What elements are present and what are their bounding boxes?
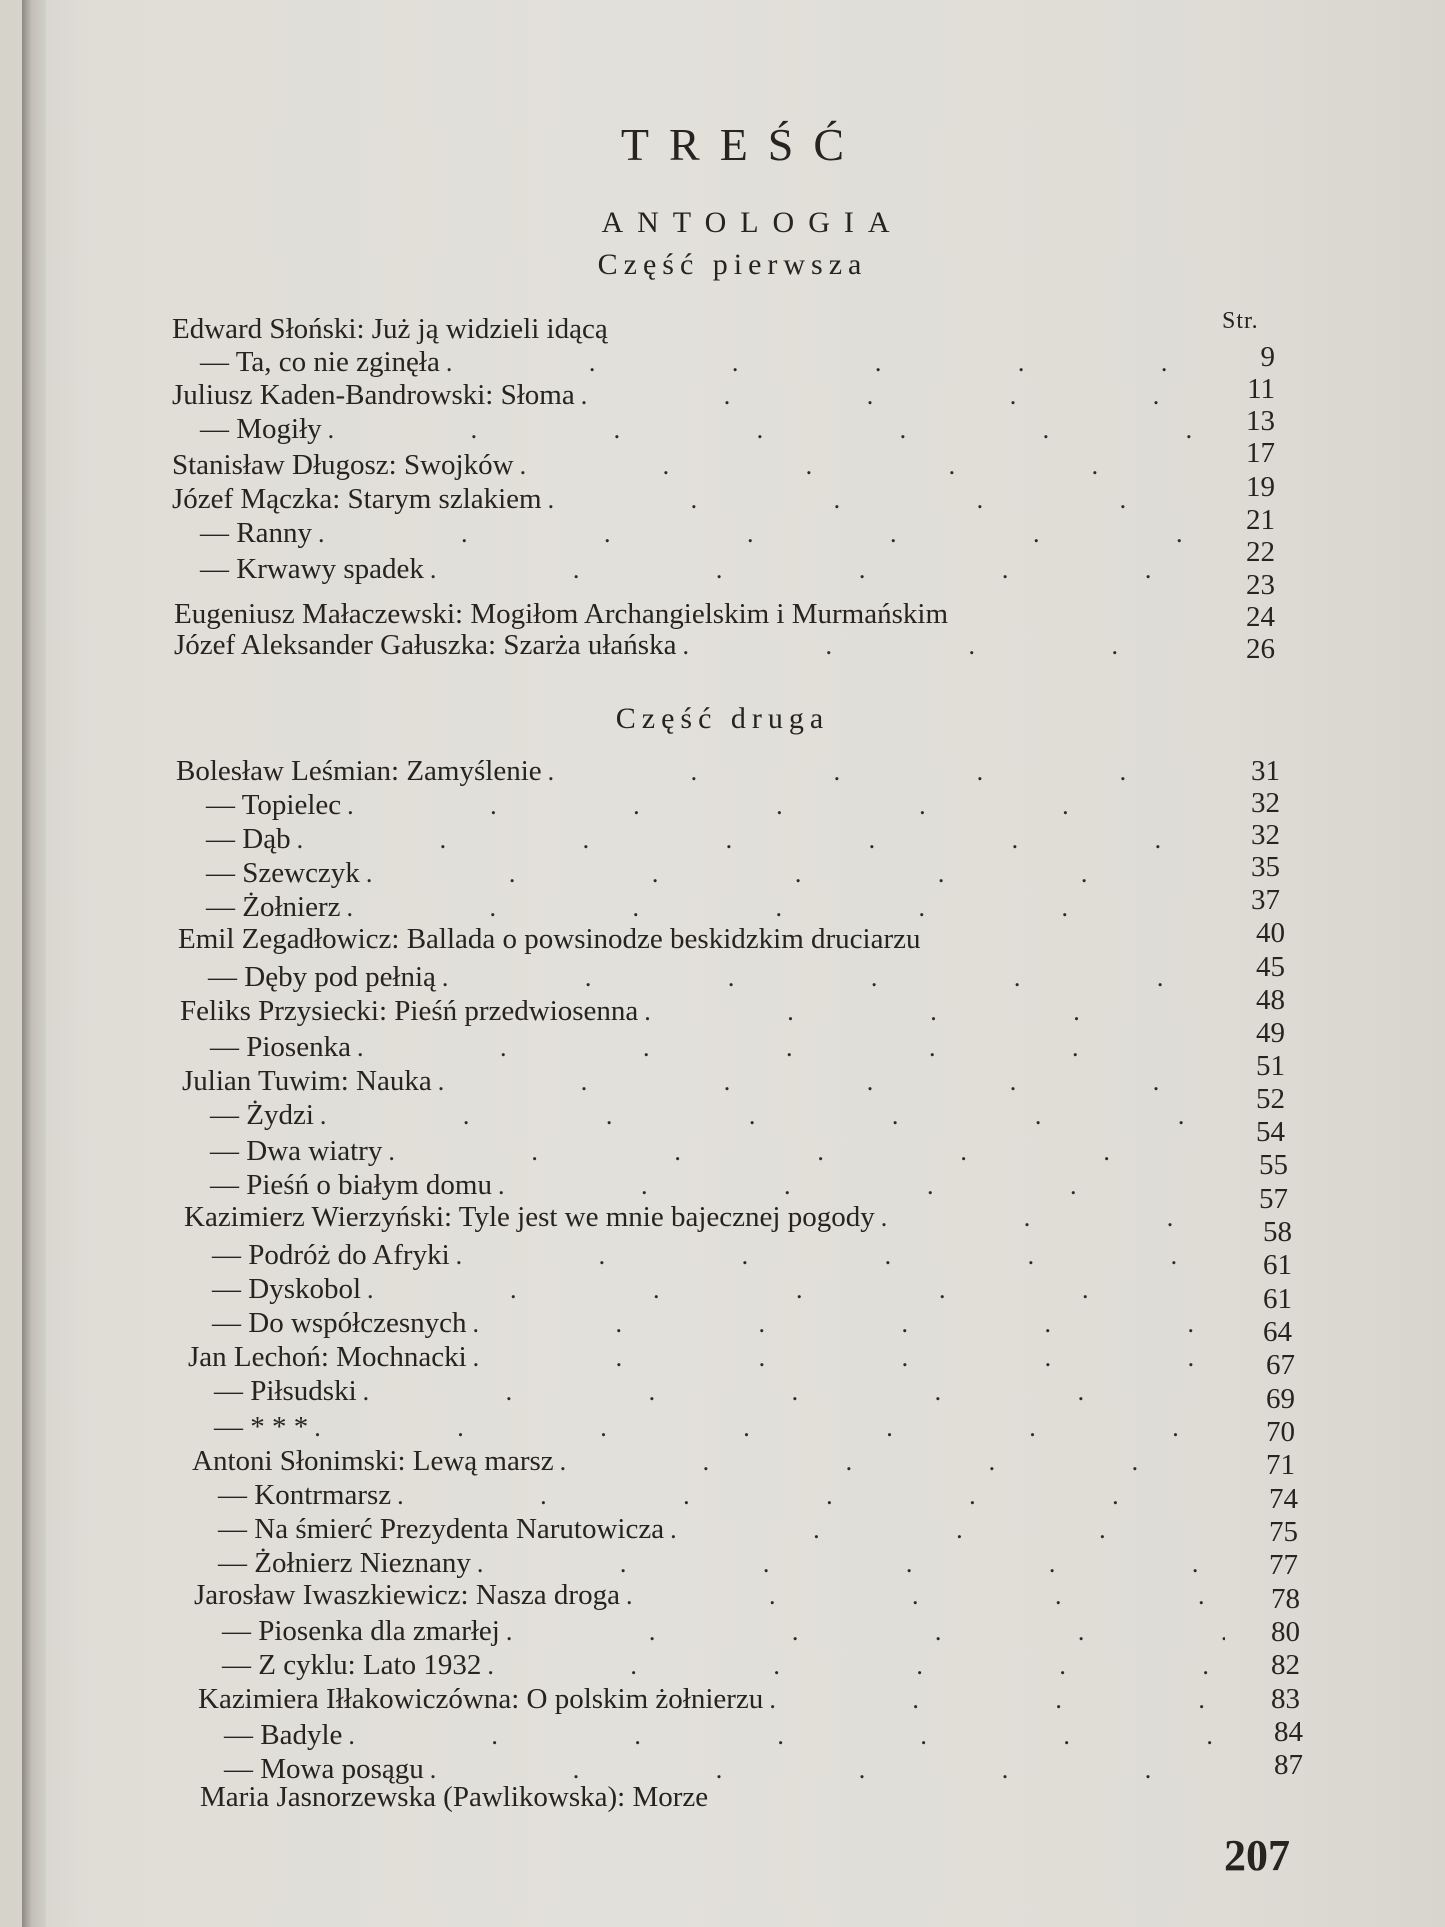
toc-leader-dots (357, 1031, 1200, 1065)
toc-page-number: 51 (1256, 1050, 1285, 1082)
toc-entry-title: Antoni Słonimski: Lewą marsz (192, 1445, 554, 1477)
toc-entry (218, 1478, 1220, 1512)
toc-page-number: 9 (1260, 341, 1275, 373)
toc-page-number: 40 (1256, 917, 1285, 949)
toc-page-number: 49 (1256, 1017, 1285, 1049)
toc-entry (200, 516, 1195, 550)
toc-page-number: 80 (1271, 1616, 1300, 1648)
toc-leader-dots (438, 1065, 1200, 1099)
toc-page-number: 32 (1251, 819, 1280, 851)
toc-entry-title: — Mogiły (200, 413, 322, 445)
toc-entry (218, 1512, 1220, 1546)
toc-entry-title: — Dęby pod pełnią (208, 961, 436, 993)
section-anthology: ANTOLOGIA (601, 206, 904, 239)
toc-leader-dots (498, 1169, 1200, 1203)
toc-entry (184, 1200, 1200, 1234)
toc-page-number: 54 (1256, 1116, 1285, 1148)
toc-entry-title: Juliusz Kaden-Bandrowski: Słoma (172, 379, 575, 411)
toc-entry-title: Stanisław Długosz: Swojków (172, 449, 514, 481)
toc-entry (172, 378, 1195, 412)
toc-page-number: 37 (1251, 884, 1280, 916)
toc-entry-title: — Piosenka (210, 1031, 351, 1063)
toc-entry-title: Bolesław Leśmian: Zamyślenie (176, 755, 542, 787)
toc-leader-dots (506, 1615, 1225, 1649)
toc-page-number: 31 (1251, 755, 1280, 787)
toc-leader-dots (473, 1307, 1210, 1341)
toc-entry-title: — Piosenka dla zmarłej (222, 1615, 500, 1647)
toc-entry (212, 1238, 1210, 1272)
toc-entry-title: — Krwawy spadek (200, 553, 424, 585)
toc-page-number: 77 (1269, 1549, 1298, 1581)
toc-entry (212, 1272, 1210, 1306)
toc-entry (192, 1444, 1215, 1478)
toc-entry-title: Feliks Przysiecki: Pieśń przedwiosenna (180, 995, 639, 1027)
toc-entry (180, 994, 1200, 1028)
toc-entry (210, 1098, 1200, 1132)
toc-page-number: 61 (1263, 1283, 1292, 1315)
toc-leader-dots (769, 1683, 1225, 1717)
toc-leader-dots (367, 1273, 1210, 1307)
toc-page-number: 58 (1263, 1216, 1292, 1248)
toc-entry-title: — * * * (214, 1411, 309, 1443)
toc-entry (206, 788, 1195, 822)
toc-entry-title: Eugeniusz Małaczewski: Mogiłom Archangielskim i Murmańskim (174, 598, 949, 630)
toc-page-number: 45 (1256, 951, 1285, 983)
toc-entry-title: Józef Mączka: Starym szlakiem (172, 483, 542, 515)
toc-page-number: 13 (1246, 405, 1275, 437)
toc-leader-dots (446, 346, 1195, 380)
toc-entry (176, 754, 1195, 788)
toc-page-number: 32 (1251, 787, 1280, 819)
toc-entry (194, 1578, 1225, 1612)
toc-entry (206, 856, 1195, 890)
toc-leader-dots (363, 1375, 1215, 1409)
toc-page-number: 17 (1246, 437, 1275, 469)
toc-entry-title: Kazimiera Iłłakowiczówna: O polskim żołnierzu (198, 1683, 764, 1715)
toc-entry (206, 822, 1195, 856)
page-binding-shadow (22, 0, 46, 1927)
toc-entry (174, 628, 1195, 662)
toc-page-number: 78 (1271, 1583, 1300, 1615)
toc-entry (214, 1374, 1215, 1408)
toc-entry (198, 1682, 1225, 1716)
toc-entry (200, 552, 1195, 586)
toc-entry-title: — Ta, co nie zginęła (200, 346, 440, 378)
page-title: TREŚĆ (620, 119, 865, 170)
toc-entry (210, 1134, 1200, 1168)
toc-leader-dots (366, 857, 1195, 891)
toc-page-number: 19 (1246, 471, 1275, 503)
toc-entry (200, 412, 1195, 446)
part-two-heading: Część druga (615, 702, 830, 735)
toc-entry (210, 1168, 1200, 1202)
toc-entry-title: — Badyle (224, 1719, 343, 1751)
toc-entry-title: — Z cyklu: Lato 1932 (222, 1649, 482, 1681)
toc-page-number: 11 (1247, 373, 1275, 405)
toc-leader-dots (473, 1341, 1210, 1375)
toc-page-number: 35 (1251, 851, 1280, 883)
toc-leader-dots (320, 1099, 1200, 1133)
toc-page-number: 23 (1246, 569, 1275, 601)
toc-page-number: 52 (1256, 1083, 1285, 1115)
toc-entry (178, 922, 1200, 956)
toc-entry-title: Edward Słoński: Już ją widzieli idącą (172, 313, 608, 345)
toc-leader-dots (626, 1579, 1225, 1613)
toc-entry (222, 1648, 1225, 1682)
toc-leader-dots (670, 1513, 1220, 1547)
toc-page-number: 21 (1246, 504, 1275, 536)
toc-entry-title: — Żołnierz (206, 891, 341, 923)
toc-entry-title: — Ranny (200, 517, 312, 549)
toc-entry (214, 1410, 1215, 1444)
toc-entry (212, 1306, 1210, 1340)
toc-page-number: 71 (1266, 1449, 1295, 1481)
toc-entry (188, 1340, 1210, 1374)
toc-leader-dots (430, 553, 1195, 587)
toc-page-number: 84 (1274, 1716, 1303, 1748)
toc-page-number: 22 (1246, 536, 1275, 568)
toc-leader-dots (548, 755, 1195, 789)
toc-leader-dots (328, 413, 1195, 447)
toc-leader-dots (297, 823, 1195, 857)
toc-entry-title: — Do współczesnych (212, 1307, 467, 1339)
toc-page-number: 55 (1259, 1149, 1288, 1181)
toc-leader-dots (644, 995, 1200, 1029)
toc-leader-dots (520, 449, 1195, 483)
toc-entry-title: Jarosław Iwaszkiewicz: Nasza droga (194, 1579, 620, 1611)
toc-leader-dots (442, 961, 1200, 995)
toc-page-number: 82 (1271, 1649, 1300, 1681)
page-column-label: Str. (1222, 308, 1259, 334)
toc-leader-dots (487, 1649, 1225, 1683)
toc-entry-title: — Topielec (206, 789, 342, 821)
toc-entry (200, 345, 1195, 379)
toc-entry (210, 1030, 1200, 1064)
toc-entry-title: Maria Jasnorzewska (Pawlikowska): Morze (200, 1781, 709, 1813)
toc-entry-title: — Podróż do Afryki (212, 1239, 450, 1271)
toc-entry (218, 1546, 1220, 1580)
toc-page-number: 48 (1256, 984, 1285, 1016)
toc-leader-dots (318, 517, 1195, 551)
toc-page-number: 64 (1263, 1316, 1292, 1348)
toc-entry-title: — Dwa wiatry (210, 1135, 383, 1167)
toc-page-number: 24 (1246, 601, 1275, 633)
toc-leader-dots (548, 483, 1195, 517)
toc-entry-title: — Żydzi (210, 1099, 314, 1131)
toc-page-number: 67 (1266, 1349, 1295, 1381)
toc-leader-dots (314, 1411, 1215, 1445)
toc-leader-dots (397, 1479, 1220, 1513)
toc-entry-title: — Dąb (206, 823, 291, 855)
toc-leader-dots (682, 629, 1195, 663)
toc-entry-title: Julian Tuwim: Nauka (182, 1065, 432, 1097)
toc-entry (182, 1064, 1200, 1098)
toc-leader-dots (581, 379, 1195, 413)
toc-entry (206, 890, 1195, 924)
toc-entry-title: — Żołnierz Nieznany (218, 1547, 471, 1579)
toc-entry (222, 1614, 1225, 1648)
toc-entry (174, 597, 1195, 631)
toc-entry (172, 312, 1170, 346)
toc-page-number: 57 (1259, 1183, 1288, 1215)
toc-entry (208, 960, 1200, 994)
toc-entry-title: — Kontrmarsz (218, 1479, 392, 1511)
toc-leader-dots (881, 1201, 1200, 1235)
toc-entry-title: Jan Lechoń: Mochnacki (188, 1341, 467, 1373)
toc-leader-dots (347, 789, 1195, 823)
toc-entry-title: — Szewczyk (206, 857, 360, 889)
toc-page-number: 74 (1269, 1483, 1298, 1515)
toc-page-number: 26 (1246, 633, 1275, 665)
toc-leader-dots (560, 1445, 1215, 1479)
page-number: 207 (1224, 1831, 1290, 1880)
part-one-heading: Część pierwsza (597, 248, 868, 281)
toc-page-number: 61 (1263, 1249, 1292, 1281)
toc-leader-dots (348, 1719, 1230, 1753)
toc-page-number: 75 (1269, 1516, 1298, 1548)
toc-entry (200, 1780, 1000, 1814)
toc-entry-title: — Pieśń o białym domu (210, 1169, 492, 1201)
toc-leader-dots (346, 891, 1195, 925)
toc-entry-title: Józef Aleksander Gałuszka: Szarża ułańska (174, 629, 677, 661)
toc-entry-title: — Mowa posągu (224, 1753, 424, 1785)
toc-page-number: 83 (1271, 1683, 1300, 1715)
toc-page-number: 70 (1266, 1416, 1295, 1448)
toc-entry (224, 1718, 1230, 1752)
toc-page-number: 69 (1266, 1383, 1295, 1415)
toc-entry (172, 482, 1195, 516)
toc-entry-title: Emil Zegadłowicz: Ballada o powsinodze beskidzkim druciarzu (178, 923, 921, 955)
toc-entry-title: — Piłsudski (214, 1375, 357, 1407)
toc-leader-dots (477, 1547, 1220, 1581)
toc-entry-title: — Na śmierć Prezydenta Narutowicza (218, 1513, 665, 1545)
toc-entry (172, 448, 1195, 482)
toc-leader-dots (388, 1135, 1200, 1169)
toc-entry-title: — Dyskobol (212, 1273, 362, 1305)
toc-leader-dots (456, 1239, 1210, 1273)
toc-entry-title: Kazimierz Wierzyński: Tyle jest we mnie bajecznej pogody (184, 1201, 875, 1233)
toc-page-number: 87 (1274, 1749, 1303, 1781)
